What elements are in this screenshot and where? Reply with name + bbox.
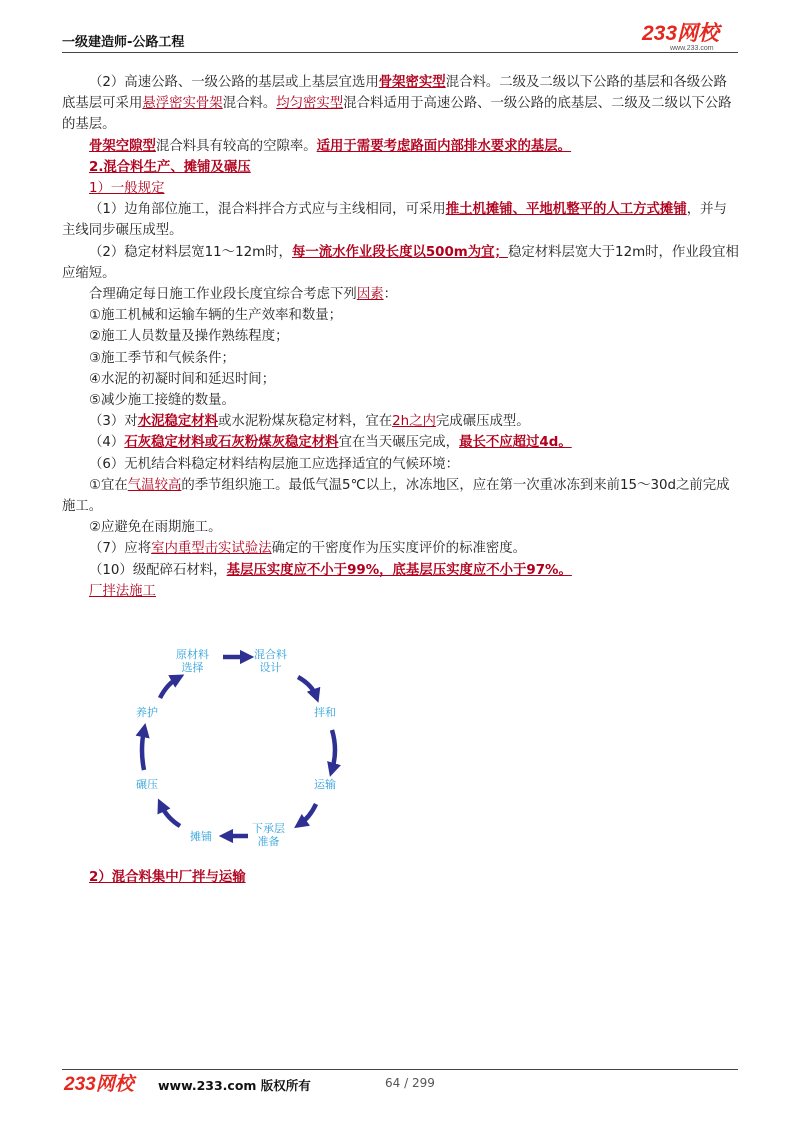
- paragraph-temperature: ①宜在气温较高的季节组织施工。最低气温5℃以上，冰冻地区，应在第一次重冰冻到来前15～30d之前完成施工。: [62, 477, 730, 515]
- cycle-node-paving: 摊铺: [190, 830, 212, 843]
- cycle-node-curing: 养护: [136, 706, 158, 719]
- cycle-arrow: [142, 730, 144, 770]
- paragraph-layer-width: （2）稳定材料层宽11～12m时，每一流水作业段长度以500m为宜；稳定材料层宽大于12m时，作业段宜相应缩短。: [62, 244, 739, 281]
- cycle-node-mixing: 拌和: [314, 706, 336, 719]
- cycle-arrow: [332, 730, 335, 770]
- document-header-title: 一级建造师-公路工程: [62, 35, 185, 50]
- factor-item: ③施工季节和气候条件；: [89, 350, 235, 366]
- subsection-heading-general: 1）一般规定: [89, 181, 165, 197]
- paragraph-skeleton-void: 骨架空隙型混合料具有较高的空隙率。适用于需要考虑路面内部排水要求的基层。: [89, 138, 572, 154]
- cycle-arrow: [160, 678, 178, 698]
- paragraph-base-layer-types: （2）高速公路、一级公路的基层或上基层宜选用骨架密实型混合料。二级及二级以下公路的基层和各级公路底基层可采用悬浮密实骨架混合料。均匀密实型混合料适用于高速公路、一级公路的底基层、二级及二级以下公路的基层。: [62, 75, 732, 133]
- paragraph-cement-stabilized: （3）对水泥稳定材料或水泥粉煤灰稳定材料，宜在2h之内完成碾压成型。: [89, 414, 530, 430]
- logo-url-text: www.233.com: [670, 45, 714, 52]
- cycle-node-transport: 运输: [314, 778, 336, 791]
- subsection-heading-plant-mixing-transport: 2）混合料集中厂拌与运输: [89, 870, 246, 885]
- header-divider: [62, 52, 738, 53]
- paragraph-corner-construction: （1）边角部位施工，混合料拌合方式应与主线相同，可采用推土机摊铺、平地机整平的人工方式摊铺，并与主线同步碾压成型。: [62, 202, 727, 239]
- factor-item: ④水泥的初凝时间和延迟时间；: [89, 371, 276, 387]
- paragraph-climate: （6）无机结合料稳定材料结构层施工应选择适宜的气候环境：: [89, 456, 460, 472]
- paragraph-lime-stabilized: （4）石灰稳定材料或石灰粉煤灰稳定材料宜在当天碾压完成，最长不应超过4d。: [89, 435, 572, 451]
- brand-logo: [640, 20, 740, 52]
- cycle-arrow: [161, 805, 180, 826]
- document-body: [62, 72, 740, 602]
- cycle-arrows: [120, 640, 360, 860]
- section-heading-plant-mix: 厂拌法施工: [89, 583, 156, 599]
- cycle-arrow: [300, 804, 316, 824]
- paragraph-compaction-standard: （7）应将室内重型击实试验法确定的干密度作为压实度评价的标准密度。: [89, 541, 527, 557]
- factor-item: ②施工人员数量及操作熟练程度；: [89, 329, 289, 345]
- cycle-node-compaction: 碾压: [136, 778, 158, 791]
- paragraph-rain: ②应避免在雨期施工。: [89, 520, 222, 536]
- cycle-node-raw-material: 原材料 选择: [176, 648, 209, 674]
- footer-copyright: www.233.com 版权所有: [158, 1078, 311, 1093]
- logo-text: 233网校: [642, 22, 720, 45]
- cycle-node-subgrade-prep: 下承层 准备: [252, 822, 285, 848]
- footer-logo-text: 233网校: [64, 1074, 134, 1095]
- page-number: 64 / 299: [385, 1076, 435, 1090]
- factor-item: ⑤减少施工接缝的数量。: [89, 393, 235, 409]
- footer-brand-logo: [62, 1070, 148, 1096]
- cycle-node-mix-design: 混合料 设计: [254, 648, 287, 674]
- footer-divider: [62, 1069, 738, 1070]
- plant-mix-cycle-diagram: [120, 640, 360, 860]
- section-heading-production: 2.混合料生产、摊铺及碾压: [89, 159, 251, 175]
- cycle-arrow: [298, 677, 316, 696]
- paragraph-graded-gravel: （10）级配碎石材料，基层压实度应不小于99%，底基层压实度应不小于97%。: [89, 562, 572, 578]
- factor-item: ①施工机械和运输车辆的生产效率和数量；: [89, 308, 343, 324]
- paragraph-factors-intro: 合理确定每日施工作业段长度宜综合考虑下列因素：: [89, 287, 397, 303]
